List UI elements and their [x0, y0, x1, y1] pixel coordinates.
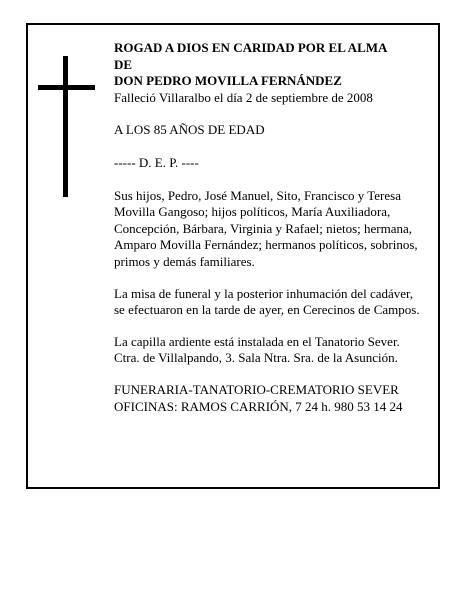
age-line: A LOS 85 AÑOS DE EDAD — [114, 122, 265, 138]
funeral-paragraph: La misa de funeral y la posterior inhumación del cadáver, se efectuaron en la tarde de ayer, en Cerecinos de Campos. — [114, 285, 420, 318]
header-line-2: DE — [114, 56, 133, 72]
header-line-1: ROGAD A DIOS EN CARIDAD POR EL ALMA — [114, 40, 388, 55]
chapel-paragraph: La capilla ardiente está instalada en el Tanatorio Sever. Ctra. de Villalpando, 3. Sala Ntra. Sra. de la Asunción. — [114, 333, 400, 366]
rip-line: ----- D. E. P. ---- — [114, 154, 199, 170]
funeral-home-name: FUNERARIA-TANATORIO-CREMATORIO SEVER — [114, 381, 399, 397]
deceased-name: DON PEDRO MOVILLA FERNÁNDEZ — [114, 73, 342, 89]
cross-icon-vertical — [63, 56, 68, 197]
cross-icon-horizontal — [38, 85, 95, 90]
family-paragraph: Sus hijos, Pedro, José Manuel, Sito, Francisco y Teresa Movilla Gangoso; hijos políticos, María Auxiliadora, Concepción, Bárbara, Virginia y Rafael; nietos; hermana, Amparo Movilla Fernández; hermanos políticos, sobrinos, primos y demás familiares. — [114, 187, 418, 269]
obituary-content — [114, 40, 426, 415]
office-contact: OFICINAS: RAMOS CARRIÓN, 7 24 h. 980 53 14 24 — [114, 398, 403, 414]
death-info: Falleció Villaralbo el día 2 de septiembre de 2008 — [114, 89, 373, 105]
